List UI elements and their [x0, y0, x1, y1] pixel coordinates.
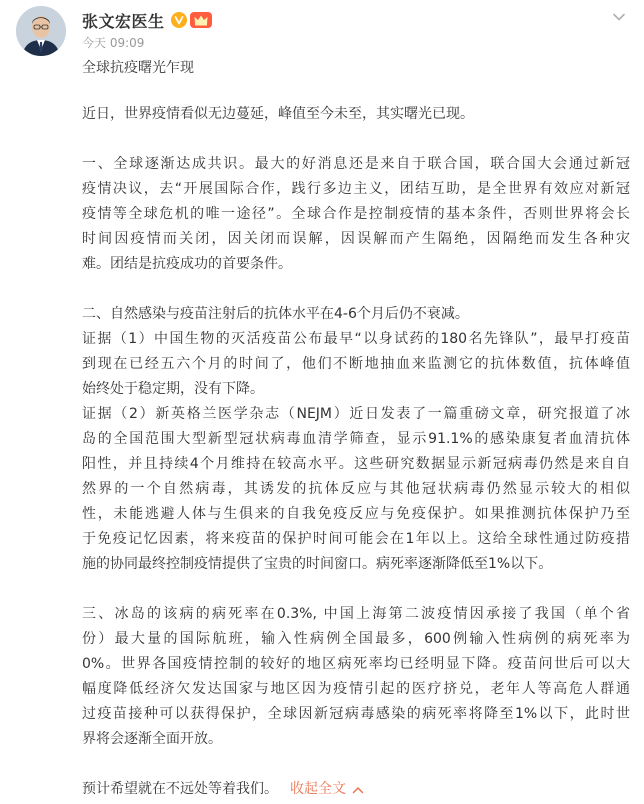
section-2-line: 性，未能逃避人体与生俱来的自我免疫反应与免疫保护。如果推测抗体保护乃至 [82, 506, 630, 522]
section-3-line: 过疫苗接种可以获得保护，全球因新冠病毒感染的病死率将降至1%以下，此时世 [82, 706, 630, 722]
section-2 [82, 302, 630, 577]
section-3-line: 三、冰岛的该病的病死率在0.3%, 中国上海第二波疫情因承接了我国（单个省 [82, 606, 630, 622]
section-3-line: 界将会逐渐全面开放。 [82, 731, 222, 747]
section-1-line: 时间因疫情而关闭，因关闭而误解，因误解而产生隔绝，因隔绝而发生各种灾 [82, 231, 630, 247]
closing-text: 预计希望就在不远处等着我们。 [82, 781, 278, 797]
chevron-down-icon[interactable] [610, 8, 628, 26]
section-2-line: 岛的全国范围大型新型冠状病毒血清学筛查，显示91.1%的感染康复者血清抗体 [82, 431, 630, 447]
author-name[interactable]: 张文宏医生 [82, 11, 165, 31]
section-2-line: 于免疫记忆因素，将来疫苗的保护时间可能会在1年以上。这给全球性通过防疫措 [82, 531, 630, 547]
verified-v-icon [171, 12, 187, 28]
section-1-line: 疫情等全球危机的唯一途径”。全球合作是控制疫情的基本条件，否则世界将会长 [82, 206, 630, 222]
section-3 [82, 602, 630, 752]
section-2-line: 二、自然感染与疫苗注射后的抗体水平在4-6个月后仍不衰减。 [82, 306, 469, 322]
collapse-full-text-link[interactable] [290, 777, 364, 802]
chevron-up-icon[interactable] [352, 786, 364, 794]
avatar[interactable] [16, 6, 66, 56]
section-1 [82, 152, 630, 277]
member-crown-icon[interactable] [190, 12, 212, 28]
post-body [82, 56, 630, 802]
collapse-label[interactable]: 收起全文 [290, 781, 346, 797]
section-1-line: 一、全球逐渐达成共识。最大的好消息还是来自于联合国，联合国大会通过新冠 [82, 156, 630, 172]
post-time[interactable]: 今天 09:09 [82, 36, 145, 50]
intro-paragraph: 近日，世界疫情看似无边蔓延，峰值至今未至，其实曙光已现。 [82, 106, 474, 122]
section-2-line: 施的协同最终控制疫情提供了宝贵的时间窗口。病死率逐渐降低至1%以下。 [82, 556, 553, 572]
section-3-line: 幅度降低经济欠发达国家与地区因为疫情引起的医疗挤兑，老年人等高危人群通 [82, 681, 630, 697]
author-line [82, 8, 212, 32]
avatar-photo [16, 6, 66, 56]
section-3-line: 0%。世界各国疫情控制的较好的地区病死率均已经明显下降。疫苗问世后可以大 [82, 656, 630, 672]
post-title: 全球抗疫曙光乍现 [82, 60, 194, 76]
post-header [16, 6, 628, 62]
section-2-line: 阳性，并且持续4个月维持在较高水平。这些研究数据显示新冠病毒仍然是来自自 [82, 456, 630, 472]
section-2-line: 始终处于稳定期，没有下降。 [82, 381, 264, 397]
section-2-line: 证据（1）中国生物的灭活疫苗公布最早“以身试药的180名先锋队”，最早打疫苗 [82, 331, 630, 347]
section-2-line: 然界的一个自然病毒，其诱发的抗体反应与其他冠状病毒仍然显示较大的相似 [82, 481, 630, 497]
section-1-line: 难。团结是抗疫成功的首要条件。 [82, 256, 292, 272]
section-3-line: 份）最大量的国际航班，输入性病例全国最多，600例输入性病例的病死率为 [82, 631, 630, 647]
section-2-line: 到现在已经五六个月的时间了，他们不断地抽血来监测它的抗体数值，抗体峰值 [82, 356, 630, 372]
section-2-line: 证据（2）新英格兰医学杂志（NEJM）近日发表了一篇重磅文章，研究报道了冰 [82, 406, 630, 422]
section-1-line: 疫情决议，去“开展国际合作，践行多边主义，团结互助，是全世界有效应对新冠 [82, 181, 630, 197]
closing-line [82, 777, 630, 802]
